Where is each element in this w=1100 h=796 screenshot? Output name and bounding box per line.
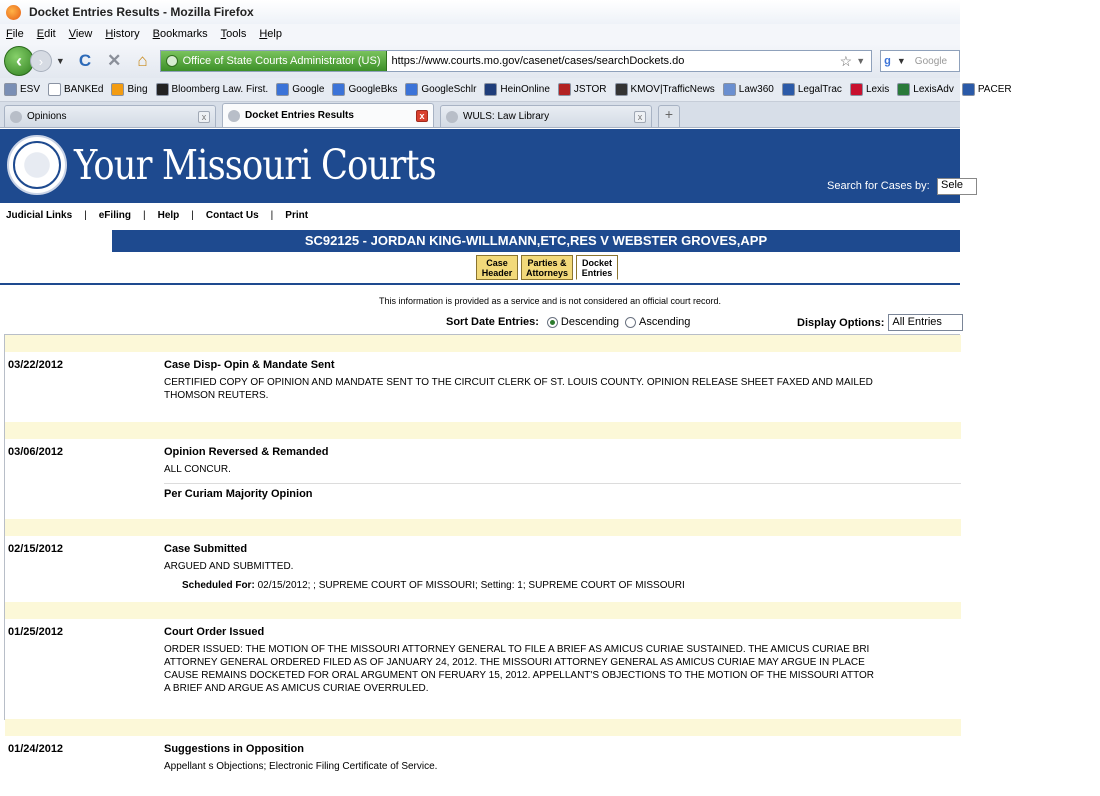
- bookmark-label: BANKEd: [64, 84, 104, 95]
- bookmark-item[interactable]: [332, 83, 397, 96]
- bookmark-item[interactable]: [782, 83, 842, 96]
- site-brand[interactable]: Your Missouri Courts: [74, 141, 436, 189]
- entry-date: 03/22/2012: [8, 359, 64, 371]
- entry-date: 01/24/2012: [8, 743, 64, 755]
- print-link[interactable]: Print: [285, 209, 309, 221]
- entry-text: ORDER ISSUED: THE MOTION OF THE MISSOURI ATTORNEY GENERAL TO FILE A BRIEF AS AMICUS CURIAE SUSTAINED. THE AMICUS CURIAE BRI: [164, 644, 870, 655]
- url-text[interactable]: https://www.courts.mo.gov/casenet/cases/searchDockets.do: [391, 55, 685, 67]
- google-search-engine-icon[interactable]: g: [884, 55, 891, 67]
- bookmark-favicon-icon: [962, 83, 975, 96]
- site-link-bar: Judicial Links | eFiling | Help | Contact Us | Print: [6, 209, 309, 221]
- entry-title: Case Disp- Opin & Mandate Sent: [164, 359, 335, 371]
- bookmark-item[interactable]: [156, 83, 269, 96]
- help-link[interactable]: Help: [157, 209, 180, 221]
- bookmark-label: JSTOR: [573, 84, 607, 95]
- stop-icon[interactable]: ✕: [107, 51, 122, 70]
- row-separator: [5, 602, 961, 619]
- entry-title: Suggestions in Opposition: [164, 743, 304, 755]
- bookmark-label: Law360: [738, 84, 774, 95]
- sort-ascending-label[interactable]: Ascending: [639, 316, 691, 328]
- menu-history[interactable]: History: [105, 28, 140, 40]
- schedule-text: 02/15/2012; ; SUPREME COURT OF MISSOURI; Setting: 1; SUPREME COURT OF MISSOURI: [257, 580, 685, 591]
- entry-text: Appellant s Objections; Electronic Filing Certificate of Service.: [164, 761, 438, 772]
- bookmark-favicon-icon: [484, 83, 497, 96]
- url-bar[interactable]: [160, 50, 873, 72]
- tab-parties-attorneys[interactable]: Parties & Attorneys: [521, 255, 573, 280]
- tab-close-icon[interactable]: x: [198, 111, 210, 123]
- tab-docket-entries[interactable]: [222, 103, 434, 127]
- row-separator: [5, 719, 961, 736]
- forward-button[interactable]: ›: [30, 50, 52, 72]
- docket-entry: [5, 352, 961, 422]
- case-title: SC92125 - JORDAN KING-WILLMANN,ETC,RES V WEBSTER GROVES,APP: [112, 230, 960, 252]
- disclaimer: This information is provided as a service and is not considered an official court record.: [378, 296, 721, 306]
- entry-date: 01/25/2012: [8, 626, 64, 638]
- row-separator: [5, 335, 961, 352]
- bookmark-item[interactable]: [4, 83, 40, 96]
- bookmark-favicon-icon: [615, 83, 628, 96]
- entry-text: ARGUED AND SUBMITTED.: [164, 561, 294, 572]
- sort-ascending-radio[interactable]: [625, 317, 636, 328]
- menu-view[interactable]: View: [68, 28, 93, 40]
- docket-entry: [5, 619, 961, 719]
- window-title: Docket Entries Results - Mozilla Firefox: [29, 5, 254, 19]
- menu-file[interactable]: File: [6, 28, 24, 40]
- bookmark-favicon-icon: [850, 83, 863, 96]
- tab-close-icon[interactable]: x: [634, 111, 646, 123]
- site-identity-label: Office of State Courts Administrator (US): [182, 55, 381, 67]
- entry-title: Case Submitted: [164, 543, 248, 555]
- docket-entry: [5, 536, 961, 596]
- url-dropdown-icon[interactable]: ▼: [856, 56, 866, 66]
- bookmark-favicon-icon: [332, 83, 345, 96]
- history-dropdown-icon[interactable]: ▼: [55, 56, 65, 66]
- tab-favicon-icon: [10, 111, 22, 123]
- firefox-logo-icon: [6, 5, 21, 20]
- tab-case-header[interactable]: Case Header: [476, 255, 518, 280]
- tab-label: WULS: Law Library: [463, 111, 550, 122]
- bookmark-favicon-icon: [782, 83, 795, 96]
- tab-wuls-law-library[interactable]: [440, 105, 652, 127]
- search-placeholder: Google: [914, 55, 948, 67]
- bookmark-item[interactable]: [276, 83, 324, 96]
- bookmark-favicon-icon: [897, 83, 910, 96]
- bookmark-favicon-icon: [558, 83, 571, 96]
- bookmark-label: HeinOnline: [500, 84, 550, 95]
- display-options-label: Display Options:: [797, 316, 885, 329]
- bookmark-item[interactable]: [615, 83, 715, 96]
- site-identity-button[interactable]: [161, 51, 387, 71]
- entry-text: ALL CONCUR.: [164, 464, 231, 475]
- missouri-courts-seal-icon: [7, 135, 67, 195]
- tab-label: Opinions: [27, 111, 67, 122]
- bookmark-label: KMOV|TrafficNews: [630, 84, 715, 95]
- bookmark-item[interactable]: [48, 83, 103, 96]
- docket-entry: [5, 736, 961, 796]
- sort-descending-radio[interactable]: [547, 317, 558, 328]
- tab-opinions[interactable]: [4, 105, 216, 127]
- tab-strip: [0, 102, 960, 128]
- search-cases-select[interactable]: Sele: [937, 178, 977, 195]
- bookmark-star-icon[interactable]: ☆: [839, 52, 853, 69]
- back-button[interactable]: ‹: [4, 46, 34, 76]
- tab-close-icon[interactable]: x: [416, 110, 428, 122]
- bookmark-label: Lexis: [865, 84, 890, 95]
- entry-subtitle: Per Curiam Majority Opinion: [164, 488, 313, 500]
- entry-schedule: [164, 579, 961, 592]
- bookmark-label: PACER: [977, 84, 1012, 95]
- bookmark-item[interactable]: [484, 83, 549, 96]
- sort-label: Sort Date Entries:: [446, 316, 539, 328]
- bookmark-label: GoogleBks: [348, 84, 398, 95]
- sort-descending-label[interactable]: Descending: [560, 316, 620, 328]
- entry-title: Court Order Issued: [164, 626, 265, 638]
- bookmark-favicon-icon: [156, 83, 169, 96]
- entry-date: 03/06/2012: [8, 446, 64, 458]
- bookmarks-toolbar: [0, 78, 1012, 102]
- judicial-links-link[interactable]: Judicial Links: [6, 209, 73, 221]
- display-options: [797, 314, 963, 331]
- window-titlebar: [0, 0, 960, 24]
- bookmark-favicon-icon: [723, 83, 736, 96]
- tab-favicon-icon: [446, 111, 458, 123]
- entry-text: THOMSON REUTERS.: [164, 390, 269, 401]
- bookmark-label: LegalTrac: [797, 84, 842, 95]
- menu-edit[interactable]: Edit: [36, 28, 56, 40]
- entry-text: CAUSE REMAINS DOCKETED FOR ORAL ARGUMENT ON FERUARY 15, 2012. APPELLANT'S OBJECTIONS TO THE MOTION OF THE MISSOURI ATTOR: [164, 670, 875, 681]
- bookmark-label: LexisAdv: [913, 84, 954, 95]
- efiling-link[interactable]: eFiling: [98, 209, 131, 221]
- row-separator: [5, 422, 961, 439]
- bookmark-item[interactable]: [723, 83, 774, 96]
- entry-text: A BRIEF AND ARGUE AS AMICUS CURIAE OVERRULED.: [164, 683, 429, 694]
- bookmark-label: Bing: [127, 84, 148, 95]
- home-icon[interactable]: ⌂: [137, 51, 148, 70]
- menu-bar: [0, 24, 960, 44]
- docket-entries-list: [4, 334, 960, 772]
- schedule-label: Scheduled For:: [182, 580, 255, 591]
- entry-title: Opinion Reversed & Remanded: [164, 446, 329, 458]
- bookmark-favicon-icon: [276, 83, 289, 96]
- tab-label: Docket Entries Results: [245, 110, 354, 121]
- bookmark-label: ESV: [20, 84, 41, 95]
- bookmark-item[interactable]: [850, 83, 889, 96]
- bookmark-item[interactable]: [897, 83, 954, 96]
- bookmark-favicon-icon: [405, 83, 418, 96]
- display-options-select[interactable]: All Entries: [888, 314, 963, 331]
- bookmark-favicon-icon: [48, 83, 61, 96]
- new-tab-button[interactable]: +: [658, 105, 680, 127]
- case-subtabs: [476, 255, 618, 280]
- search-cases-label: Search for Cases by:: [827, 180, 930, 192]
- row-separator: [5, 519, 961, 536]
- entry-text: ATTORNEY GENERAL ORDERED FILED AS OF JANUARY 24, 2012. THE MISSOURI ATTORNEY GENERAL AS AMICUS CURIAE MAY ARGUE IN PLACE: [164, 657, 865, 668]
- bookmark-label: GoogleSchlr: [421, 84, 477, 95]
- search-box[interactable]: [880, 50, 960, 72]
- bookmark-item[interactable]: [111, 83, 147, 96]
- site-banner: [0, 129, 960, 203]
- docket-entry: [5, 439, 961, 519]
- bookmark-label: Google: [292, 84, 325, 95]
- menu-bookmarks[interactable]: Bookmarks: [152, 28, 208, 40]
- navigation-toolbar: [0, 44, 960, 78]
- divider: [0, 283, 960, 285]
- bookmark-item[interactable]: [558, 83, 607, 96]
- search-engine-dropdown-icon[interactable]: ▼: [896, 56, 906, 66]
- tab-docket-entries[interactable]: Docket Entries: [576, 255, 618, 280]
- bookmark-favicon-icon: [4, 83, 17, 96]
- bookmark-item[interactable]: [962, 83, 1012, 96]
- bookmark-favicon-icon: [111, 83, 124, 96]
- bookmark-label: Bloomberg Law. First.: [171, 84, 269, 95]
- entry-date: 02/15/2012: [8, 543, 64, 555]
- menu-help[interactable]: Help: [259, 28, 282, 40]
- bookmark-item[interactable]: [405, 83, 476, 96]
- sort-options: [446, 316, 696, 328]
- entry-text: CERTIFIED COPY OF OPINION AND MANDATE SENT TO THE CIRCUIT CLERK OF ST. LOUIS COUNTY. OPINION RELEASE SHEET FAXED AND MAILED: [164, 377, 873, 388]
- reload-icon[interactable]: C: [78, 51, 92, 70]
- site-identity-icon: [166, 55, 178, 67]
- menu-tools[interactable]: Tools: [220, 28, 247, 40]
- contact-us-link[interactable]: Contact Us: [205, 209, 259, 221]
- tab-favicon-icon: [228, 110, 240, 122]
